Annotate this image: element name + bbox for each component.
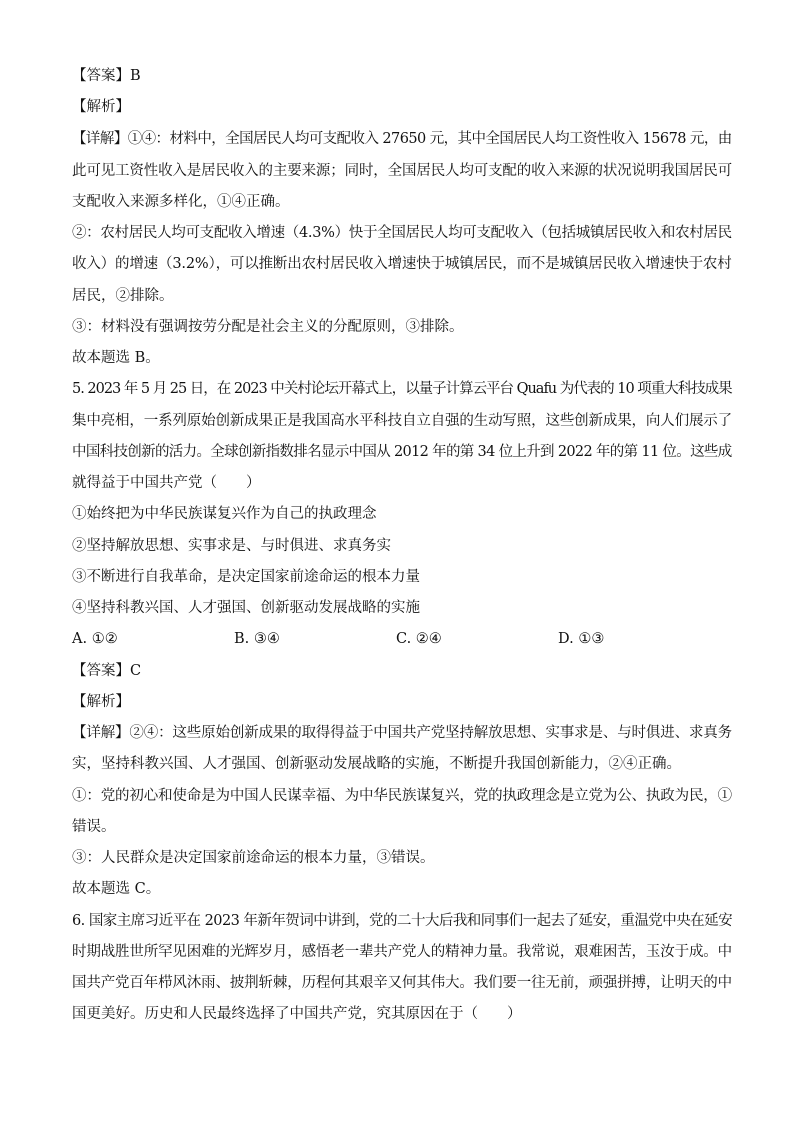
q6-stem-line: 6. 国家主席习近平在 2023 年新年贺词中讲到，党的二十大后我和同事们一起去了延安，重温党中央在延安 [72, 913, 733, 929]
q5-item: ①始终把为中华民族谋复兴作为自己的执政理念 [72, 506, 377, 522]
q5-detail-line: 错误。 [72, 819, 116, 835]
q5-stem-line: 集中亮相，一系列原始创新成果正是我国高水平科技自立自强的生动写照，这些创新成果，向人们展示了 [72, 413, 732, 429]
q4-conclusion: 故本题选 B。 [72, 350, 160, 366]
q4-detail-line: 居民，②排除。 [72, 288, 174, 304]
q5-conclusion: 故本题选 C。 [72, 881, 161, 897]
q5-option-d: D. ①③ [558, 631, 605, 647]
q5-detail-line: 实，坚持科教兴国、人才强国、创新驱动发展战略的实施，不断提升我国创新能力，②④正确。 [72, 756, 681, 772]
q5-option-b: B. ③④ [234, 631, 280, 647]
q5-stem-line: 5. 2023 年 5 月 25 日，在 2023 中关村论坛开幕式上，以量子计算云平台 Quafu 为代表的 10 项重大科技成果 [72, 381, 732, 397]
q6-stem-line: 国共产党百年栉风沐雨、披荆斩棘，历程何其艰辛又何其伟大。我们要一往无前，顽强拼搏，让明天的中 [72, 975, 732, 991]
q5-stem-line: 中国科技创新的活力。全球创新指数排名显示中国从 2012 年的第 34 位上升到 2022 年的第 11 位。这些成 [72, 444, 732, 460]
q4-detail-line: 支配收入来源多样化，①④正确。 [72, 194, 290, 210]
q5-stem-line: 就得益于中国共产党（ ） [72, 475, 261, 491]
q4-analysis-heading: 【解析】 [72, 99, 130, 115]
q5-detail-line: 【详解】②④：这些原始创新成果的取得得益于中国共产党坚持解放思想、实事求是、与时俱进、求真务 [72, 725, 732, 741]
q4-detail-line: 此可见工资性收入是居民收入的主要来源；同时，全国居民人均可支配的收入来源的状况说明我国居民可 [72, 163, 732, 179]
q4-detail-line: ②：农村居民人均可支配收入增速（4.3%）快于全国居民人均可支配收入（包括城镇居民收入和农村居民 [72, 225, 732, 241]
q4-answer: 【答案】B [72, 68, 141, 84]
q5-item: ④坚持科教兴国、人才强国、创新驱动发展战略的实施 [72, 600, 420, 616]
q5-item: ③不断进行自我革命，是决定国家前途命运的根本力量 [72, 569, 420, 585]
q5-detail-line: ③：人民群众是决定国家前途命运的根本力量，③错误。 [72, 850, 435, 866]
q5-options [72, 629, 732, 649]
q4-detail-line: ③：材料没有强调按劳分配是社会主义的分配原则，③排除。 [72, 319, 464, 335]
q5-option-c: C. ②④ [396, 631, 442, 647]
q5-analysis-heading: 【解析】 [72, 694, 130, 710]
q5-option-a: A. ①② [72, 631, 118, 647]
q6-stem-line: 时期战胜世所罕见困难的光辉岁月，感悟老一辈共产党人的精神力量。我常说，艰难困苦，玉汝于成。中 [72, 944, 732, 960]
q4-detail-line: 【详解】①④：材料中，全国居民人均可支配收入 27650 元，其中全国居民人均工资性收入 15678 元，由 [72, 131, 732, 147]
q6-stem-line: 国更美好。历史和人民最终选择了中国共产党，究其原因在于（ ） [72, 1006, 522, 1022]
q5-detail-line: ①：党的初心和使命是为中国人民谋幸福、为中华民族谋复兴，党的执政理念是立党为公、执政为民，① [72, 788, 732, 804]
q5-item: ②坚持解放思想、实事求是、与时俱进、求真务实 [72, 538, 391, 554]
q4-detail-line: 收入）的增速（3.2%），可以推断出农村居民收入增速快于城镇居民，而不是城镇居民收入增速快于农村 [72, 256, 732, 272]
q5-answer: 【答案】C [72, 663, 142, 679]
